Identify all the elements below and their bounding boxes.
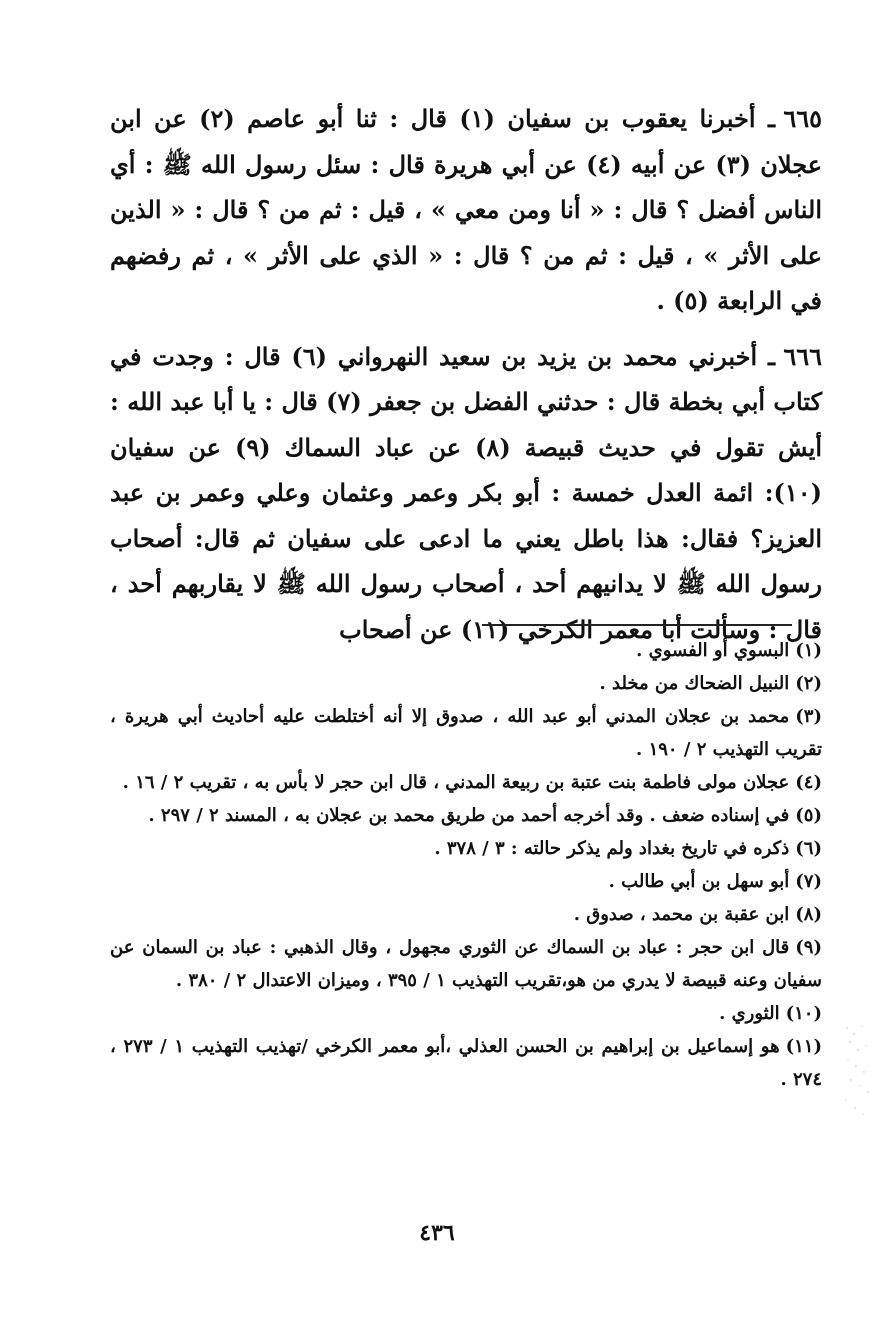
footnote-text: أبو سهل بن أبي طالب . [608,871,790,892]
footnote [110,898,822,931]
footnote-text: عجلان مولى فاطمة بنت عتبة بن ربيعة المدني ، قال ابن حجر لا بأس به ، تقريب ٢ / ١٦ . [122,772,790,793]
footnotes [110,634,822,1096]
footnote [110,634,822,667]
scan-noise [842,1020,872,1130]
footnote-number: (٨) [795,904,822,925]
footnote-text: البسوي أو الفسوي . [636,640,790,661]
hadith-entry-665 [110,96,822,324]
footnote-text: محمد بن عجلان المدني أبو عبد الله ، صدوق إلا أنه أختلطت عليه أحاديث أبي هريرة ، تقريب التهذيب ٢ / ١٩٠ . [110,706,822,760]
footnote-text: في إسناده ضعف . وقد أخرجه أحمد من طريق محمد بن عجلان به ، المسند ٢ / ٢٩٧ . [148,805,790,826]
footnote [110,766,822,799]
footnote [110,997,822,1030]
entry-text: أخبرنا يعقوب بن سفيان (١) قال : ثنا أبو عاصم (٢) عن ابن عجلان (٣) عن أبيه (٤) عن أبي هريرة قال : سئل رسول الله ﷺ : أي الناس أفضل ؟ قال : « أنا ومن معي » ، قيل : ثم من ؟ قال : « الذين على الأثر » ، قيل : ثم من ؟ قال : « الذي على الأثر » ، ثم رفضهم في الرابعة (٥) . [110,104,823,315]
footnote [110,865,822,898]
footnote-number: (٩) [795,937,822,958]
footnote [110,799,822,832]
main-text [110,96,822,652]
footnote-number: (٢) [795,673,822,694]
footnote-text: ابن عقبة بن محمد ، صدوق . [573,904,790,925]
page-number: ٤٣٦ [419,1220,455,1246]
footnote-text: الثوري . [719,1003,780,1024]
footnote [110,700,822,766]
footnote-number: (٥) [795,805,822,826]
footnote [110,931,822,997]
footnote [110,832,822,865]
footnote-divider [482,624,792,626]
footnote-number: (٧) [795,871,822,892]
footnote [110,667,822,700]
entry-number: ٦٦٥ ـ [767,104,823,133]
footnote-number: (١٠) [785,1003,822,1024]
hadith-entry-666 [110,334,822,653]
footnote-text: هو إسماعيل بن إبراهيم بن الحسن العذلي ،أبو معمر الكرخي /تهذيب التهذيب ١ / ٢٧٣ ، ٢٧٤ . [110,1036,822,1090]
footnote-number: (٤) [795,772,822,793]
footnote-number: (١) [795,640,822,661]
footnote-number: (٣) [795,706,822,727]
footnote-text: النبيل الضحاك من مخلد . [599,673,790,694]
footnote [110,1030,822,1096]
footnote-number: (١١) [785,1036,822,1057]
footnote-number: (٦) [795,838,822,859]
entry-number: ٦٦٦ ـ [767,341,822,371]
entry-text: أخبرني محمد بن يزيد بن سعيد النهرواني (٦) قال : وجدت في كتاب أبي بخطة قال : حدثني الفضل بن جعفر (٧) قال : يا أبا عبد الله : أيش تقول في حديث قبيصة (٨) عن عباد السماك (٩) عن سفيان (١٠): ائمة العدل خمسة : أبو بكر وعمر وعثمان وعلي وعمر بن عبد العزيز؟ فقال: هذا باطل يعني ما ادعى على سفيان ثم قال: أصحاب رسول الله ﷺ لا يدانيهم أحد ، أصحاب رسول الله ﷺ لا يقاربهم أحد ، قال : وسألت أبا معمر الكرخي (١١) عن أصحاب [110,341,822,644]
footnote-text: ذكره في تاريخ بغداد ولم يذكر حالته : ٣ / ٣٧٨ . [434,838,790,859]
footnote-text: قال ابن حجر : عباد بن السماك عن الثوري مجهول ، وقال الذهبي : عباد بن السمان عن سفيان وعنه قبيصة لا يدري من هو،تقريب التهذيب ١ / ٣٩٥ ، وميزان الاعتدال ٢ / ٣٨٠ . [110,937,822,991]
